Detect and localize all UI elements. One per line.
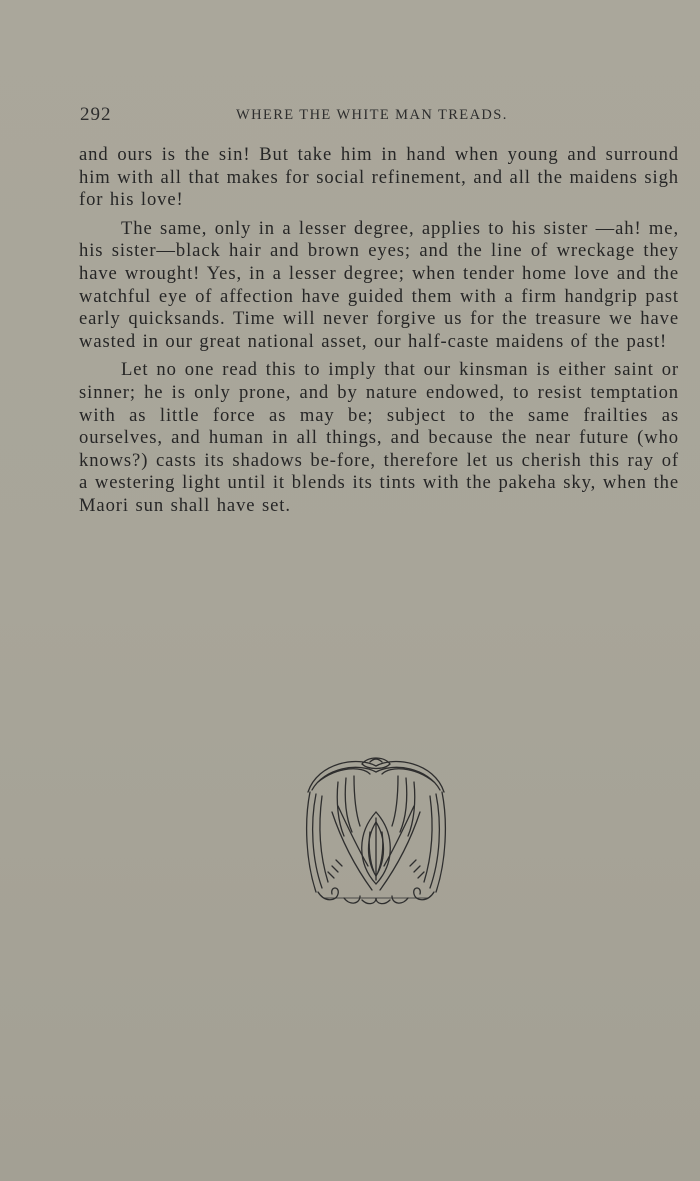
paragraph-3: Let no one read this to imply that our kinsman is either saint or sinner; he is only prone, and by nature endowed, to resist temptation with as little force as may be; subject to the same frailties as ourselves, and human in all things, and because the near future (who knows?) casts its shadows be-fore, therefore let us cherish this ray of a westering light until it blends its tints with the pakeha sky, when the Maori sun shall have set. — [79, 359, 679, 516]
body-text — [79, 144, 679, 518]
paragraph-2: The same, only in a lesser degree, applies to his sister —ah! me, his sister—black hair and brown eyes; and the line of wreckage they have wrought! Yes, in a lesser degree; when tender home love and the watchful eye of affection have guided them with a firm handgrip past early quicksands. Time will never forgive us for the treasure we have wasted in our great national asset, our half-caste maidens of the past! — [79, 217, 679, 352]
running-head: WHERE THE WHITE MAN TREADS. — [236, 107, 508, 123]
page-header — [80, 104, 680, 126]
page-number: 292 — [80, 104, 112, 125]
paragraph-1: and ours is the sin! But take him in hand when young and surround him with all that makes for social refinement, and all the maidens sigh for his love! — [79, 144, 679, 211]
tailpiece-ornament-icon — [298, 752, 454, 908]
